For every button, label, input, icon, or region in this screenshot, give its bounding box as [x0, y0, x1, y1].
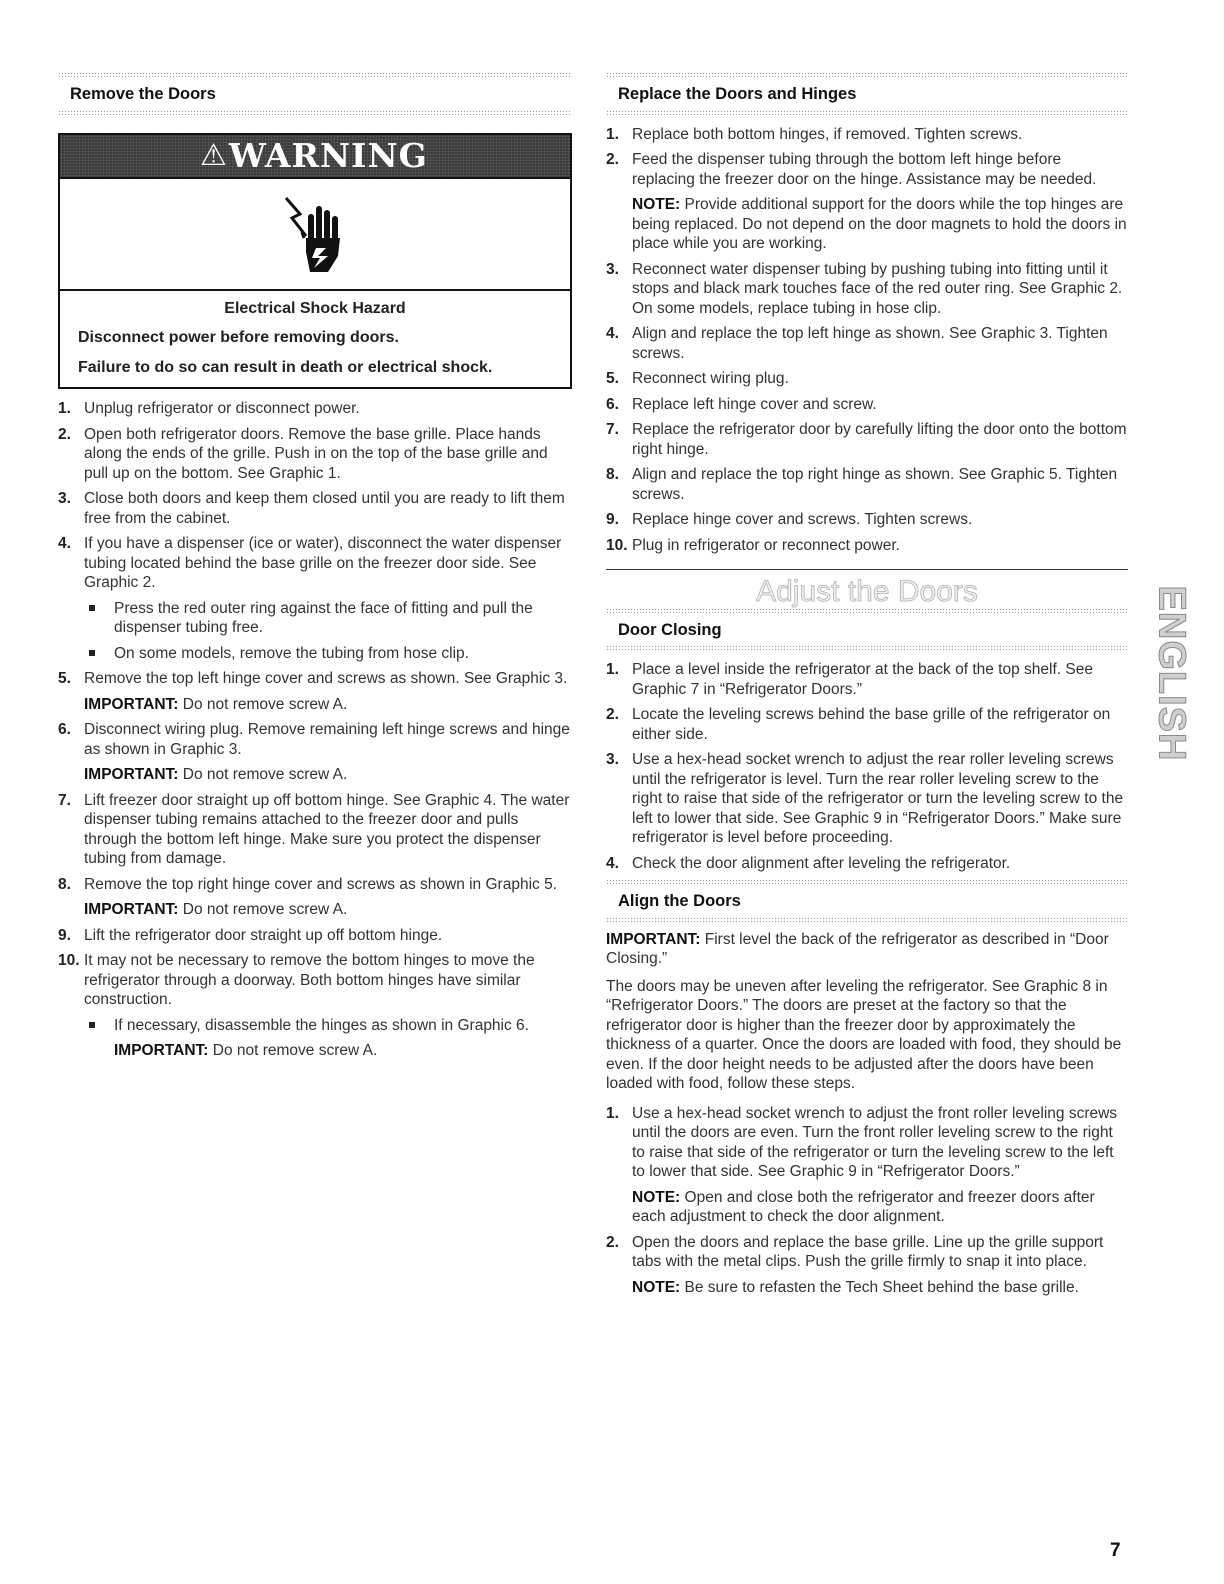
step-text: Disconnect wiring plug. Remove remaining left hinge screws and hinge as shown in Graphic 3. [84, 721, 570, 758]
right-column [606, 72, 1128, 1303]
note-label: NOTE: [632, 1278, 681, 1296]
align-doors-heading: Align the Doors [618, 892, 741, 910]
adjust-doors-title: Adjust the Doors [756, 575, 978, 608]
important-text: Do not remove screw A. [178, 766, 348, 783]
align-important [606, 930, 1128, 969]
important-note [84, 900, 572, 920]
list-item [606, 705, 1128, 744]
step-text: It may not be necessary to remove the bottom hinges to move the refrigerator through a doorway. Both bottom hinges have similar construction. [84, 952, 535, 1008]
important-note [84, 765, 572, 785]
step-text: Locate the leveling screws behind the base grille of the refrigerator on either side. [632, 706, 1111, 743]
step-text: Use a hex-head socket wrench to adjust the front roller leveling screws until the doors are even. Turn the front roller leveling screw to the right to raise that side of the refrigerator or turn the leveling screw to the left to lower that side. See Graphic 9 in “Refrigerator Doors.” [632, 1104, 1118, 1180]
bullet-square-icon [89, 605, 95, 611]
step-text: Replace both bottom hinges, if removed. Tighten screws. [632, 125, 1023, 143]
step-text: Replace the refrigerator door by carefully lifting the door onto the bottom right hinge. [632, 421, 1127, 458]
important-text: Do not remove screw A. [208, 1042, 378, 1059]
list-item [58, 425, 572, 484]
replace-doors-heading: Replace the Doors and Hinges [618, 85, 857, 103]
note [632, 195, 1128, 254]
page-number: 7 [1110, 1540, 1121, 1561]
step-text: Plug in refrigerator or reconnect power. [632, 536, 900, 554]
list-item [606, 324, 1128, 363]
step-text: Replace hinge cover and screws. Tighten screws. [632, 511, 973, 528]
list-item [58, 720, 572, 785]
step-text: Remove the top left hinge cover and screws as shown. See Graphic 3. [84, 670, 568, 687]
align-doors-steps [606, 1104, 1128, 1298]
step-number: 1. [606, 125, 619, 143]
replace-doors-steps [606, 125, 1128, 556]
list-item [58, 669, 572, 714]
bullet-list [84, 1016, 572, 1061]
warning-box [58, 133, 572, 390]
note-text: Be sure to refasten the Tech Sheet behind the base grille. [680, 1278, 1079, 1296]
step-number: 1. [606, 661, 619, 678]
bullet-list [84, 599, 572, 664]
heading-rule [606, 110, 1128, 115]
list-item [58, 951, 572, 1061]
step-text: Remove the top right hinge cover and screws as shown in Graphic 5. [84, 875, 557, 893]
step-text: Lift the refrigerator door straight up off bottom hinge. [84, 926, 443, 944]
important-note [114, 1041, 572, 1061]
step-number: 2. [58, 425, 71, 443]
note-label: NOTE: [632, 1188, 681, 1206]
step-number: 10. [58, 952, 80, 969]
important-note [84, 695, 572, 715]
bullet-square-icon [89, 650, 95, 656]
list-item [58, 399, 572, 419]
warning-triangle-icon: ⚠ [200, 138, 227, 172]
step-text: Open the doors and replace the base grille. Line up the grille support tabs with the metal clips. Push the grille firmly to snap it into place. [632, 1233, 1104, 1270]
important-text: First level the back of the refrigerator as described in “Door Closing.” [606, 930, 1109, 967]
note [632, 1278, 1128, 1298]
electrical-shock-hand-icon [280, 192, 350, 276]
step-number: 4. [606, 325, 619, 342]
list-item [606, 854, 1128, 874]
left-column [58, 72, 572, 1067]
step-text: Reconnect water dispenser tubing by pushing tubing into fitting until it stops and black mark touches face of the red outer ring. See Graphic 2. On some models, replace tubing in hose clip. [632, 260, 1123, 317]
step-text: Use a hex-head socket wrench to adjust the rear roller leveling screws until the refrigerator is level. Turn the rear roller leveling screw to the right to raise that side of the refrigerator or turn the leveling screw to the left to lower that side. See Graphic 9 in “Refrigerator Doors.” Make sure refrigerator is level before proceeding. [632, 751, 1124, 846]
step-text: If you have a dispenser (ice or water), disconnect the water dispenser tubing located behind the base grille on the freezer door side. See Graphic 2. [84, 535, 562, 591]
step-text: Feed the dispenser tubing through the bottom left hinge before replacing the freezer door on the hinge. Assistance may be needed. [632, 151, 1097, 188]
important-text: Do not remove screw A. [178, 901, 348, 918]
warning-line-2: Failure to do so can result in death or electrical shock. [78, 358, 493, 376]
heading-rule [58, 110, 572, 115]
list-item [58, 926, 572, 946]
door-closing-steps [606, 660, 1128, 873]
note-text: Open and close both the refrigerator and freezer doors after each adjustment to check the door alignment. [632, 1188, 1095, 1225]
list-item [58, 534, 572, 663]
language-tab-label: ENGLISH [1150, 585, 1193, 761]
list-item [606, 510, 1128, 530]
heading-rule [606, 917, 1128, 922]
note-label: NOTE: [632, 196, 681, 213]
remove-doors-steps [58, 399, 572, 1061]
align-paragraph: The doors may be uneven after leveling the refrigerator. See Graphic 8 in “Refrigerator Doors.” The doors are preset at the factory so that the refrigerator door is higher than the freezer door by approximately the thickness of a quarter. Once the doors are loaded with food, they should be even. If the door height needs to be adjusted after the doors have been loaded with food, follow these steps. [606, 977, 1122, 1092]
step-text: Open both refrigerator doors. Remove the base grille. Place hands along the ends of the grille. Push in on the top of the base grille and pull up on the bottom. See Graphic 1. [84, 425, 548, 482]
list-item [606, 150, 1128, 254]
important-label: IMPORTANT: [84, 766, 179, 783]
step-number: 2. [606, 151, 619, 168]
bullet-text: Press the red outer ring against the face of fitting and pull the dispenser tubing free. [114, 599, 533, 636]
list-item [606, 536, 1128, 556]
step-text: Reconnect wiring plug. [632, 370, 789, 387]
step-text: Unplug refrigerator or disconnect power. [84, 400, 360, 417]
important-label: IMPORTANT: [84, 901, 179, 918]
list-item [58, 875, 572, 920]
important-label: IMPORTANT: [84, 695, 179, 713]
warning-hazard: Electrical Shock Hazard [224, 299, 406, 317]
bullet-square-icon [89, 1022, 95, 1028]
list-item [606, 260, 1128, 319]
step-text: Close both doors and keep them closed until you are ready to lift them free from the cabinet. [84, 490, 565, 527]
warning-banner [60, 135, 570, 179]
note [632, 1188, 1128, 1227]
step-number: 8. [606, 466, 619, 483]
list-item [606, 1233, 1128, 1298]
step-number: 5. [58, 670, 71, 687]
step-number: 7. [58, 791, 71, 809]
warning-title: WARNING [228, 135, 428, 175]
list-item [58, 791, 572, 869]
step-number: 9. [58, 926, 71, 944]
door-closing-heading: Door Closing [618, 620, 722, 639]
step-number: 5. [606, 370, 619, 387]
list-item [606, 369, 1128, 389]
remove-doors-heading: Remove the Doors [70, 85, 216, 103]
list-item [606, 125, 1128, 145]
step-number: 4. [58, 535, 71, 552]
warning-line-1: Disconnect power before removing doors. [78, 329, 399, 346]
step-text: Align and replace the top left hinge as shown. See Graphic 3. Tighten screws. [632, 325, 1108, 362]
bullet-item [84, 644, 572, 664]
step-number: 3. [606, 751, 619, 768]
note-text: Provide additional support for the doors while the top hinges are being replaced. Do not depend on the door magnets to hold the doors in place while you are working. [632, 196, 1127, 252]
list-item [606, 465, 1128, 504]
step-text: Lift freezer door straight up off bottom hinge. See Graphic 4. The water dispenser tubing remains attached to the freezer door and pulls through the bottom left hinge. Make sure you protect the dispenser tubing from damage. [84, 791, 570, 867]
language-tab [1150, 580, 1193, 766]
step-text: Align and replace the top right hinge as shown. See Graphic 5. Tighten screws. [632, 466, 1118, 503]
list-item [606, 660, 1128, 699]
heading-rule [606, 645, 1128, 650]
step-number: 9. [606, 511, 619, 528]
list-item [606, 1104, 1128, 1227]
bullet-item [84, 1016, 572, 1061]
list-item [606, 395, 1128, 415]
bullet-text: On some models, remove the tubing from hose clip. [114, 644, 469, 662]
step-number: 3. [58, 490, 71, 507]
bullet-item [84, 599, 572, 638]
step-number: 3. [606, 260, 619, 278]
step-number: 2. [606, 706, 619, 723]
important-label: IMPORTANT: [606, 930, 701, 948]
important-label: IMPORTANT: [114, 1042, 209, 1059]
step-text: Replace left hinge cover and screw. [632, 395, 877, 413]
list-item [606, 420, 1128, 459]
step-number: 6. [606, 395, 619, 413]
step-number: 2. [606, 1233, 619, 1251]
bullet-text: If necessary, disassemble the hinges as shown in Graphic 6. [114, 1016, 529, 1034]
step-number: 7. [606, 421, 619, 438]
step-number: 1. [58, 400, 71, 417]
list-item [606, 750, 1128, 848]
warning-text [60, 291, 570, 388]
step-text: Check the door alignment after leveling the refrigerator. [632, 854, 1011, 872]
step-number: 8. [58, 875, 71, 893]
step-number: 6. [58, 721, 71, 738]
step-number: 4. [606, 854, 619, 872]
step-number: 10. [606, 536, 628, 554]
warning-icon-area [60, 179, 570, 291]
important-text: Do not remove screw A. [178, 695, 348, 713]
step-number: 1. [606, 1104, 619, 1122]
step-text: Place a level inside the refrigerator at the back of the top shelf. See Graphic 7 in “Refrigerator Doors.” [632, 661, 1093, 698]
list-item [58, 489, 572, 528]
